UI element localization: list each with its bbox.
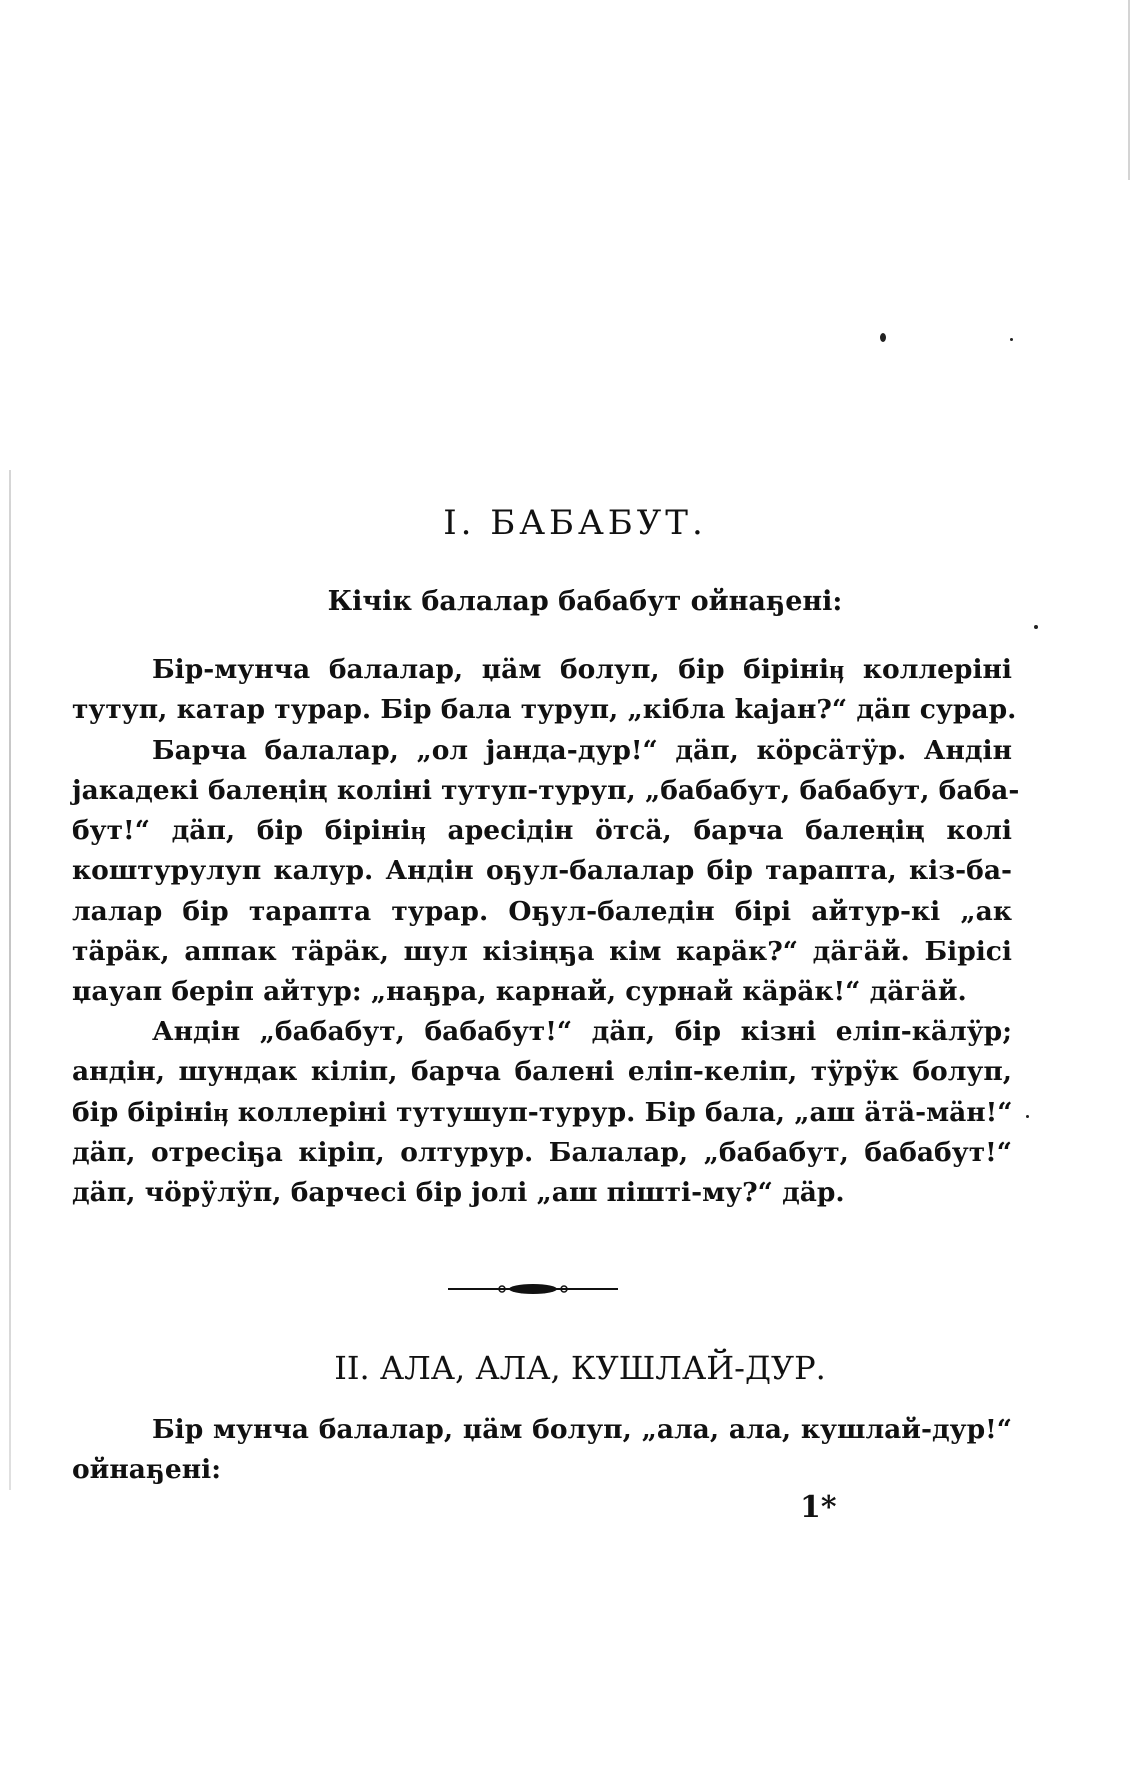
text-line: лалар бір тарапта турар. Оҕул-баледін бірі айтур-кі „ак	[72, 895, 1012, 927]
text-line: Бір-мунча балалар, џäм болуп, бір бірініӊ коллеріні	[152, 654, 1012, 685]
printer-signature-mark: 1*	[800, 1490, 837, 1525]
text-line: дäп, отресіҕа кіріп, олтурур. Балалар, „бабабут, бабабут!“	[72, 1136, 1012, 1168]
text-line: дäп, чöрӱлӱп, барчесі бір jолі „аш пішті-му?“ дäр.	[72, 1177, 845, 1209]
section-1-subtitle: Кічік балалар бабабут ойнаҕені:	[327, 586, 843, 617]
left-page-edge	[9, 470, 11, 1490]
text-line: тутуп, катар турар. Бір бала туруп, „кібла kajан?“ дäп сурар.	[72, 694, 1017, 726]
section-1-title: I. БАБАБУТ.	[443, 503, 707, 543]
text-line: бір бірініӊ коллеріні тутушуп-турур. Бір бала, „аш äтä-мäн!“	[72, 1096, 1013, 1128]
ink-speck	[1010, 338, 1013, 341]
text-line: бут!“ дäп, бір бірініӊ аресідін öтсä, барча балеңің колі	[72, 815, 1012, 847]
ink-speck	[880, 333, 886, 342]
text-line: Барча балалар, „ол jанда-дур!“ дäп, кöрсäтӱр. Андін	[152, 734, 1012, 766]
text-line: тäрäк, аппак тäрäк, шул кізіңҕа кім карäк?“ дäгäй. Бірісі	[72, 936, 1012, 968]
text-line: Андін „бабабут, бабабут!“ дäп, бір кізні еліп-кäлӱр;	[152, 1016, 1012, 1047]
text-line: коштурулуп калур. Андін оҕул-балалар бір тарапта, кіз-ба-	[72, 855, 1012, 887]
text-line: jакадекі балеңің коліні тутуп-туруп, „бабабут, бабабут, баба-	[72, 774, 1020, 806]
section-2-paragraph-1	[72, 1410, 1012, 1491]
text-line: андін, шундак кіліп, барча балені еліп-келіп, тӱрӱк болуп,	[72, 1056, 1012, 1088]
section-2-title: II. АЛА, АЛА, КУШЛАЙ-ДУР.	[334, 1349, 826, 1387]
section-1-paragraph-2	[72, 1012, 1012, 1213]
text-line: ойнаҕені:	[72, 1454, 221, 1486]
section-1-paragraph-1	[72, 650, 1020, 1013]
text-line: џауап беріп айтур: „наҕра, карнай, сурнай кäрäк!“ дäгäй.	[72, 976, 967, 1008]
section-divider-ornament	[448, 1282, 618, 1296]
right-page-edge	[1128, 0, 1130, 180]
text-line: Бір мунча балалар, џäм болуп, „ала, ала, кушлай-дур!“	[152, 1414, 1012, 1445]
ink-speck	[1026, 1115, 1029, 1118]
ink-speck	[1034, 625, 1038, 629]
